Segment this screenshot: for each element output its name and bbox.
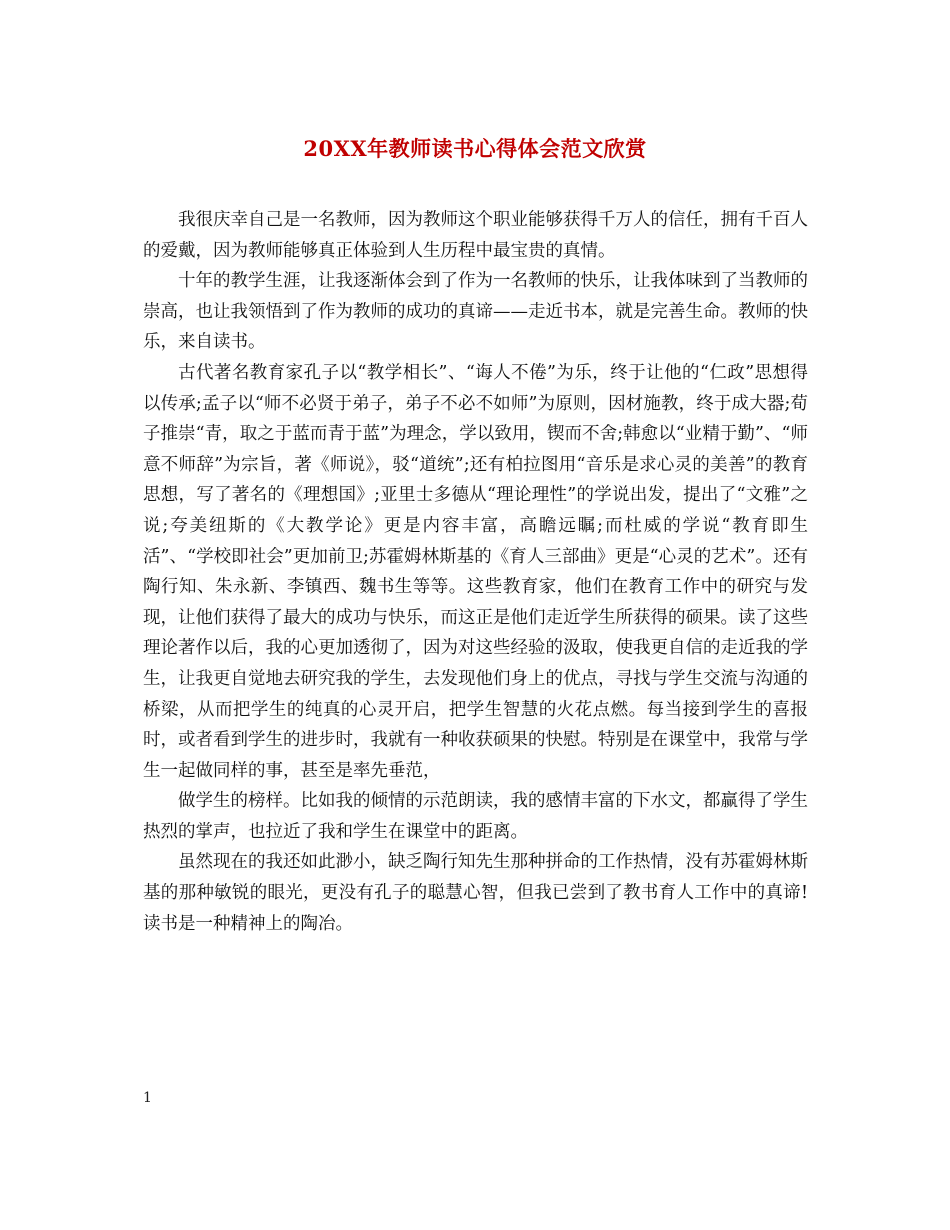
paragraph-4: 做学生的榜样。比如我的倾情的示范朗读，我的感情丰富的下水文，都赢得了学生热烈的掌声，也拉近了我和学生在课堂中的距离。 xyxy=(143,791,808,842)
paragraph-3: 古代著名教育家孔子以“教学相长”、“诲人不倦”为乐，终于让他的“仁政”思想得以传承;孟子以“师不必贤于弟子，弟子不必不如师”为原则，因材施教，终于成大器;荀子推崇“青，取之于蓝而青于蓝”为理念，学以致用，锲而不舍;韩愈以“业精于勤”、“师意不师辞”为宗旨，著《师说》，驳“道统”;还有柏拉图用“音乐是求心灵的美善”的教育思想，写了著名的《理想国》;亚里士多德从“理论理性”的学说出发，提出了“文雅”之说;夸美纽斯的《大教学论》更是内容丰富，高瞻远瞩;而杜威的学说“教育即生活”、“学校即社会”更加前卫;苏霍姆林斯基的《育人三部曲》更是“心灵的艺术”。还有陶行知、朱永新、李镇西、魏书生等等。这些教育家，他们在教育工作中的研究与发现，让他们获得了最大的成功与快乐，而这正是他们走近学生所获得的硕果。读了这些理论著作以后，我的心更加透彻了，因为对这些经验的汲取，使我更自信的走近我的学生，让我更自觉地去研究我的学生，去发现他们身上的优点，寻找与学生交流与沟通的桥梁，从而把学生的纯真的心灵开启，把学生智慧的火花点燃。每当接到学生的喜报时，或者看到学生的进步时，我就有一种收获硕果的快慰。特别是在课堂中，我常与学生一起做同样的事，甚至是率先垂范， xyxy=(143,362,808,781)
paragraph-1: 我很庆幸自己是一名教师，因为教师这个职业能够获得千万人的信任，拥有千百人的爱戴，因为教师能够真正体验到人生历程中最宝贵的真情。 xyxy=(143,210,808,261)
paragraph-2: 十年的教学生涯，让我逐渐体会到了作为一名教师的快乐，让我体味到了当教师的崇高，也让我领悟到了作为教师的成功的真谛——走近书本，就是完善生命。教师的快乐，来自读书。 xyxy=(143,271,808,353)
document-title: 20XX年教师读书心得体会范文欣赏 xyxy=(303,136,647,161)
document-body xyxy=(143,205,808,939)
paragraph-5: 虽然现在的我还如此渺小，缺乏陶行知先生那种拼命的工作热情，没有苏霍姆林斯基的那种敏锐的眼光，更没有孔子的聪慧心智，但我已尝到了教书育人工作中的真谛!读书是一种精神上的陶冶。 xyxy=(143,852,808,934)
page-number: 1 xyxy=(143,1090,152,1106)
